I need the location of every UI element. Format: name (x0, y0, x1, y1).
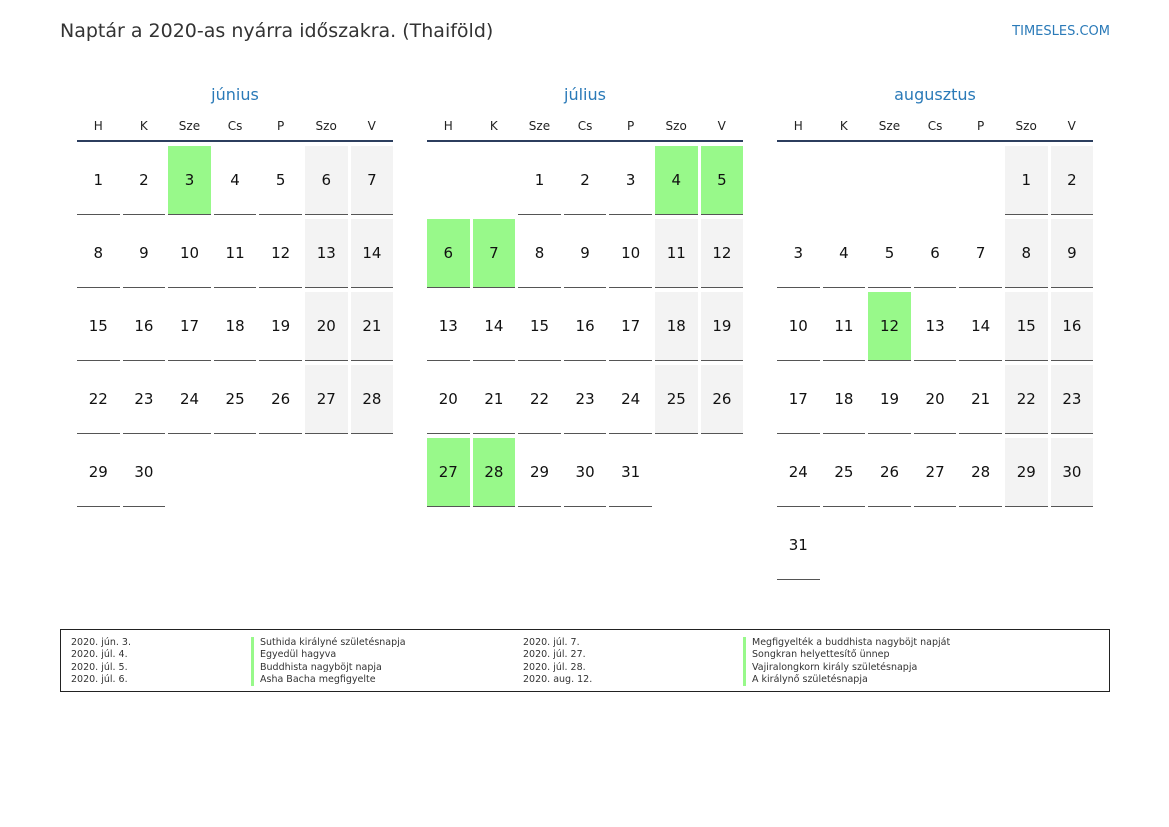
weekday-label: P (626, 119, 635, 133)
legend-date: 2020. júl. 27. (523, 649, 586, 661)
day-cell: 25 (214, 365, 257, 434)
day-cell: 10 (609, 219, 652, 288)
day-grid (427, 146, 743, 507)
weekday-label: Sze (528, 119, 551, 133)
day-cell: 4 (214, 146, 257, 215)
day-cell: 15 (77, 292, 120, 361)
day-cell: 2 (564, 146, 607, 215)
day-cell: 16 (123, 292, 166, 361)
day-cell: 29 (518, 438, 561, 507)
weekday-label: H (793, 119, 803, 133)
empty-cell (868, 146, 911, 215)
legend-holiday-name: Megfigyelték a buddhista nagyböjt napját (743, 637, 950, 649)
day-cell: 24 (609, 365, 652, 434)
weekday-header (777, 108, 1093, 142)
day-cell: 16 (564, 292, 607, 361)
weekday-label: V (717, 119, 726, 133)
weekday-label: Szo (1015, 119, 1037, 133)
day-cell: 31 (777, 511, 820, 580)
weekday-label: K (839, 119, 848, 133)
day-cell: 21 (351, 292, 394, 361)
holiday-day-cell: 4 (655, 146, 698, 215)
day-cell: 20 (914, 365, 957, 434)
day-cell: 25 (823, 438, 866, 507)
day-cell: 27 (305, 365, 348, 434)
day-cell: 26 (259, 365, 302, 434)
weekday-label: Cs (577, 119, 593, 133)
day-cell: 24 (168, 365, 211, 434)
day-cell: 23 (1051, 365, 1094, 434)
day-cell: 2 (1051, 146, 1094, 215)
weekday-label: H (443, 119, 453, 133)
legend-date: 2020. aug. 12. (523, 673, 593, 685)
day-grid (777, 146, 1093, 580)
month-name: június (211, 85, 259, 104)
weekday-header (427, 108, 743, 142)
day-cell: 27 (914, 438, 957, 507)
legend-date: 2020. júl. 6. (71, 673, 128, 685)
legend-date: 2020. júl. 5. (71, 661, 128, 673)
weekday-label: Szo (665, 119, 687, 133)
day-cell: 8 (77, 219, 120, 288)
day-cell: 5 (868, 219, 911, 288)
month-july (427, 82, 743, 507)
day-cell: 30 (1051, 438, 1094, 507)
weekday-label: Sze (178, 119, 201, 133)
day-cell: 29 (77, 438, 120, 507)
day-cell: 14 (473, 292, 516, 361)
day-cell: 13 (914, 292, 957, 361)
legend-names-col-2 (743, 637, 950, 686)
legend-holiday-name: A királynő születésnapja (743, 674, 950, 686)
day-cell: 21 (959, 365, 1002, 434)
holiday-day-cell: 12 (868, 292, 911, 361)
day-cell: 17 (777, 365, 820, 434)
day-cell: 21 (473, 365, 516, 434)
day-cell: 9 (564, 219, 607, 288)
day-cell: 18 (823, 365, 866, 434)
day-cell: 1 (518, 146, 561, 215)
holiday-day-cell: 7 (473, 219, 516, 288)
legend-date: 2020. júl. 7. (523, 637, 580, 648)
day-cell: 18 (214, 292, 257, 361)
weekday-label: K (139, 119, 148, 133)
weekday-label: P (276, 119, 285, 133)
day-cell: 10 (777, 292, 820, 361)
holiday-day-cell: 3 (168, 146, 211, 215)
legend-names-col-1 (251, 637, 406, 686)
day-cell: 25 (655, 365, 698, 434)
day-cell: 14 (351, 219, 394, 288)
holiday-day-cell: 28 (473, 438, 516, 507)
day-cell: 11 (214, 219, 257, 288)
weekday-label: V (367, 119, 376, 133)
weekday-label: Sze (878, 119, 901, 133)
day-cell: 5 (259, 146, 302, 215)
day-cell: 15 (518, 292, 561, 361)
day-cell: 1 (77, 146, 120, 215)
day-cell: 3 (609, 146, 652, 215)
day-cell: 30 (123, 438, 166, 507)
day-cell: 19 (701, 292, 744, 361)
weekday-label: Szo (315, 119, 337, 133)
day-cell: 20 (305, 292, 348, 361)
day-cell: 11 (823, 292, 866, 361)
empty-cell (959, 146, 1002, 215)
legend-holiday-name: Vajiralongkorn király születésnapja (743, 662, 950, 674)
day-grid (77, 146, 393, 507)
legend-date: 2020. júl. 4. (71, 649, 128, 661)
holiday-legend (60, 629, 1110, 692)
empty-cell (777, 146, 820, 215)
day-cell: 13 (427, 292, 470, 361)
weekday-label: K (489, 119, 498, 133)
day-cell: 23 (123, 365, 166, 434)
weekday-label: P (976, 119, 985, 133)
day-cell: 8 (518, 219, 561, 288)
day-cell: 19 (868, 365, 911, 434)
holiday-day-cell: 27 (427, 438, 470, 507)
day-cell: 16 (1051, 292, 1094, 361)
day-cell: 19 (259, 292, 302, 361)
legend-holiday-name: Buddhista nagyböjt napja (251, 662, 406, 674)
day-cell: 7 (351, 146, 394, 215)
day-cell: 26 (701, 365, 744, 434)
legend-date: 2020. jún. 3. (71, 637, 132, 648)
day-cell: 30 (564, 438, 607, 507)
holiday-day-cell: 5 (701, 146, 744, 215)
empty-cell (427, 146, 470, 215)
day-cell: 6 (305, 146, 348, 215)
day-cell: 10 (168, 219, 211, 288)
legend-dates-col-2 (523, 637, 592, 686)
day-cell: 24 (777, 438, 820, 507)
weekday-header (77, 108, 393, 142)
day-cell: 13 (305, 219, 348, 288)
brand-link[interactable]: TIMESLES.COM (1012, 24, 1110, 39)
day-cell: 6 (914, 219, 957, 288)
month-august (777, 82, 1093, 580)
page-title: Naptár a 2020-as nyárra időszakra. (Thaiföld) (60, 20, 494, 42)
day-cell: 4 (823, 219, 866, 288)
weekday-label: Cs (227, 119, 243, 133)
empty-cell (914, 146, 957, 215)
legend-dates-col-1 (71, 637, 131, 686)
legend-date: 2020. júl. 28. (523, 661, 586, 673)
day-cell: 28 (959, 438, 1002, 507)
holiday-day-cell: 6 (427, 219, 470, 288)
legend-holiday-name: Egyedül hagyva (251, 649, 406, 661)
day-cell: 23 (564, 365, 607, 434)
day-cell: 22 (1005, 365, 1048, 434)
day-cell: 22 (77, 365, 120, 434)
month-june (77, 82, 393, 507)
empty-cell (473, 146, 516, 215)
day-cell: 15 (1005, 292, 1048, 361)
month-name: július (564, 85, 606, 104)
day-cell: 17 (168, 292, 211, 361)
empty-cell (823, 146, 866, 215)
day-cell: 22 (518, 365, 561, 434)
day-cell: 14 (959, 292, 1002, 361)
day-cell: 28 (351, 365, 394, 434)
day-cell: 3 (777, 219, 820, 288)
day-cell: 29 (1005, 438, 1048, 507)
day-cell: 1 (1005, 146, 1048, 215)
day-cell: 11 (655, 219, 698, 288)
day-cell: 17 (609, 292, 652, 361)
day-cell: 8 (1005, 219, 1048, 288)
day-cell: 9 (123, 219, 166, 288)
day-cell: 12 (701, 219, 744, 288)
day-cell: 18 (655, 292, 698, 361)
weekday-label: Cs (927, 119, 943, 133)
weekday-label: H (93, 119, 103, 133)
weekday-label: V (1067, 119, 1076, 133)
day-cell: 31 (609, 438, 652, 507)
month-name: augusztus (894, 85, 976, 104)
legend-holiday-name: Asha Bacha megfigyelte (251, 674, 406, 686)
day-cell: 26 (868, 438, 911, 507)
day-cell: 20 (427, 365, 470, 434)
legend-holiday-name: Suthida királyné születésnapja (251, 637, 406, 649)
day-cell: 9 (1051, 219, 1094, 288)
legend-holiday-name: Songkran helyettesítő ünnep (743, 649, 950, 661)
day-cell: 7 (959, 219, 1002, 288)
day-cell: 12 (259, 219, 302, 288)
day-cell: 2 (123, 146, 166, 215)
